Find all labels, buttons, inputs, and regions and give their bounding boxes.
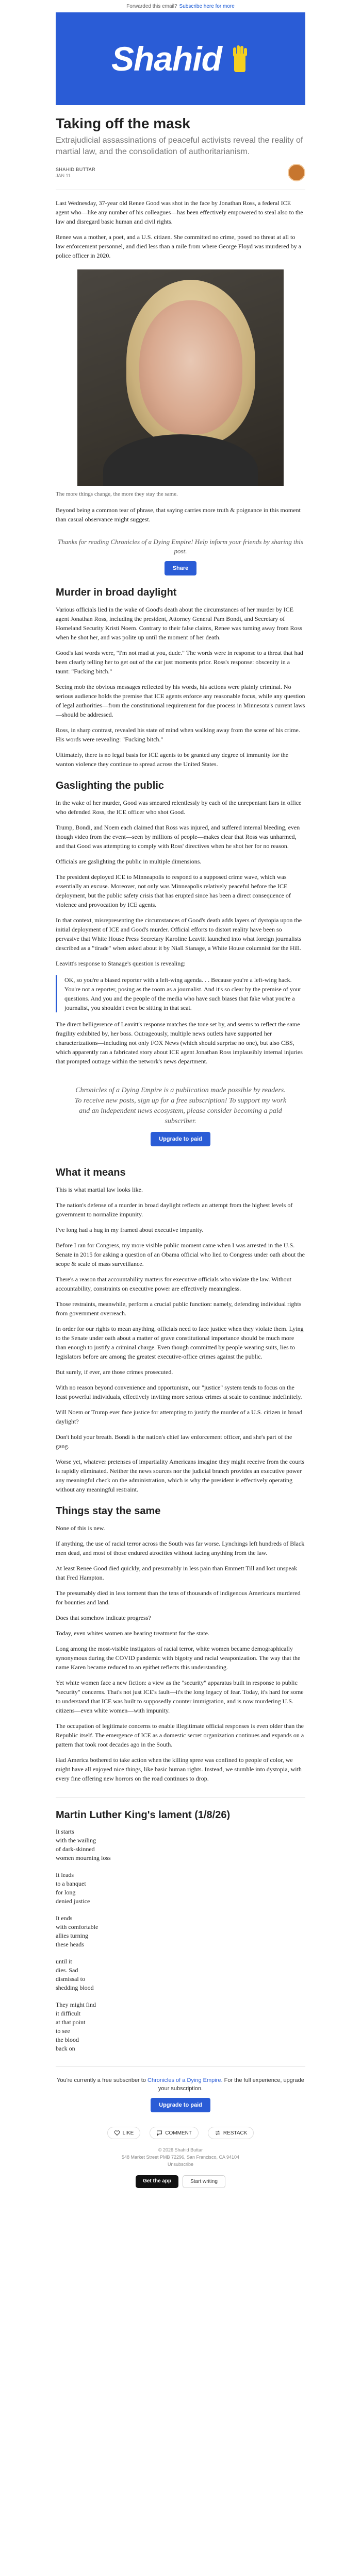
paragraph: None of this is new. <box>56 1524 105 1532</box>
paragraph: Today, even whites women are bearing treatment for the state. <box>56 1630 209 1637</box>
byline <box>56 164 305 181</box>
share-cta <box>56 537 305 575</box>
footer-lead: You're currently a free subscriber to <box>57 2077 146 2083</box>
author-avatar[interactable] <box>288 164 305 181</box>
paragraph: Yet white women face a new fiction: a view as the "security" apparatus built in response to public "security" concerns. That's not just ICE's fault—it's the long legacy of fear. Today, it's hard for some to understand that ICE was built to supposedly counter immigration, and is now murdering U.S. citizens—even white women—with impunity. <box>56 1679 304 1714</box>
paragraph: Officials are gaslighting the public in multiple dimensions. <box>56 858 202 865</box>
comment-button[interactable] <box>150 2127 199 2139</box>
like-label: LIKE <box>122 2130 134 2136</box>
upgrade-button[interactable]: Upgrade to paid <box>151 1132 210 1146</box>
paragraph: With no reason beyond convenience and opportunism, our "justice" system tends to focus on the least powerful individuals, effectively inviting more serious crimes at scale to continue indefinitely. <box>56 1384 302 1400</box>
paragraph: Trump, Bondi, and Noem each claimed that Ross was injured, and suffered internal bleeding, even though video from the event—seen by millions of people—makes clear that Ross was unharmed, and that Good was attempting to comply with Ross' directives when he shot her for no reason. <box>56 824 300 850</box>
paragraph: Those restraints, meanwhile, perform a crucial public function: namely, defending individual rights from government overreach. <box>56 1300 302 1317</box>
address: 548 Market Street PMB 72296, San Francisco, CA 94104 <box>121 2155 240 2160</box>
post-title[interactable]: Taking off the mask <box>56 115 190 131</box>
restack-button[interactable] <box>208 2127 254 2139</box>
forward-bar <box>0 0 361 12</box>
paragraph: Before I ran for Congress, my more visible public moment came when I was arrested in the U.S. Senate in 2015 for asking a question of an Obama official who lied to Congress under oath about the scope & scale of mass surveillance. <box>56 1242 305 1267</box>
footer-text <box>56 2076 305 2093</box>
social-actions <box>56 2127 305 2139</box>
poem-title: Martin Luther King's lament (1/8/26) <box>56 1809 231 1821</box>
paragraph: Ross, in sharp contrast, revealed his state of mind when walking away from the scene of his crime. His words were revealing: "Fucking bitch." <box>56 726 300 743</box>
poem-stanza: until it dies. Sad dismissal to shedding blood <box>56 1958 94 1991</box>
footer-subscription <box>56 2066 305 2112</box>
app-promo <box>56 2175 305 2188</box>
paragraph: Good's last words were, "I'm not mad at you, dude." The words were in response to a threat that had been clearly telling her to get out of the car just moments prior. Ross's response: obscenity in a taunt: "Fucking bitch." <box>56 649 303 675</box>
paragraph: Will Noem or Trump ever face justice for attempting to justify the murder of a U.S. citizen in broad daylight? <box>56 1409 303 1425</box>
photo-shirt <box>103 434 258 486</box>
photo-caption: The more things change, the more they stay the same. <box>56 491 178 497</box>
poem-stanza: It ends with comfortable allies turning these heads <box>56 1914 99 1948</box>
paragraph: Does that somehow indicate progress? <box>56 1614 151 1621</box>
paragraph: The president deployed ICE to Minneapolis to respond to a supposed crime wave, which was essentially an excuse. Moreover, not only was Minneapolis relatively peaceful before the ICE deployment, but the public safety crisis that has erupted since has been a direct consequence of violence and provocation by ICE agents. <box>56 873 291 908</box>
forward-text: Forwarded this email? <box>126 3 177 9</box>
poem-stanza: They might find it difficult at that point to see the blood back on <box>56 2001 96 2052</box>
comment-icon <box>156 2130 162 2136</box>
paragraph: Don't hold your breath. Bondi is the nation's chief law enforcement officer, and she's part of the gang. <box>56 1433 292 1450</box>
paragraph: In that context, misrepresenting the circumstances of Good's death adds layers of dystopia upon the initial deployment of ICE and Good's murder. Official efforts to distort reality have been so pervasive that White House Press Secretary Karoline Leavitt launched into what foreign journalists described as a "tirade" when asked about it by Niall Stanage, a White House columnist for the Hill. <box>56 917 302 952</box>
share-cta-text: Thanks for reading Chronicles of a Dying Empire! Help inform your friends by sharing this post. <box>58 538 303 555</box>
footer-upgrade-button[interactable]: Upgrade to paid <box>151 2098 210 2112</box>
get-app-button[interactable]: Get the app <box>136 2175 178 2188</box>
poem <box>56 1827 305 2053</box>
quote-text: OK, so you're a biased reporter with a left-wing agenda. . . Because you're a left-wing hack. You're not a reporter, posing as the room as a journalist. And it's so clear by the premise of your questions. And you and the people of the media who have such biases that fake what you're a journalist, you shouldn't even be sitting in that seat. <box>64 976 301 1011</box>
paragraph: Seeing mob the obvious messages reflected by his words, his actions were plainly criminal. No serious audience holds the premise that ICE agents enforce any reasonable focus, while any question of legal authorities—from the constitutional requirement for due process in Minnesota's current laws—should be addressed. <box>56 683 305 718</box>
poem-stanza: It leads to a banquet for long denied justice <box>56 1871 90 1905</box>
copyright: © 2026 Shahid Buttar <box>158 2147 203 2153</box>
publication-logo: Shahid <box>111 40 222 78</box>
paragraph: Renee was a mother, a poet, and a U.S. citizen. She committed no crime, posed no threat at all to law enforcement personnel, and died less than a mile from where George Floyd was murdered by a police officer in 2020. <box>56 233 301 259</box>
paragraph: Leavitt's response to Stanage's question is revealing: <box>56 960 186 967</box>
start-writing-button[interactable]: Start writing <box>183 2175 225 2188</box>
paragraph: The nation's defense of a murder in broad daylight reflects an attempt from the highest levels of government to normalize impunity. <box>56 1201 293 1218</box>
paragraph: Beyond being a common tear of phrase, that saying carries more truth & poignance in this moment than casual observance might suggest. <box>56 506 301 523</box>
restack-label: RESTACK <box>223 2130 248 2136</box>
block-quote <box>56 975 305 1012</box>
post-subtitle: Extrajudicial assassinations of peaceful activists reveal the reality of martial law, and the consolidation of authoritarianism. <box>56 136 303 156</box>
subscribe-text: Chronicles of a Dying Empire is a publication made possible by readers. To receive new posts, sign up for a free subscription! To support my work and an independent news ecosystem, please consider becoming a paid subscriber. <box>74 1087 287 1125</box>
raised-fist-icon <box>229 44 250 73</box>
article-photo[interactable] <box>77 269 284 486</box>
paragraph: The occupation of legitimate concerns to enable illegitimate official responses is even older than the Republic itself. The emergence of ICE as a domestic secret organization continues and expands on a pattern that took root decades ago in the South. <box>56 1722 304 1748</box>
restack-icon <box>215 2130 221 2136</box>
footer-legal <box>56 2146 305 2168</box>
masthead-banner[interactable] <box>56 12 305 105</box>
forward-subscribe-link[interactable]: Subscribe here for more <box>179 3 235 9</box>
paragraph: Had America bothered to take action when the killing spree was confined to people of color, we might have all enjoyed nice things, like basic human rights. Instead, we stumble into dystopia, with every fine offering new horrors on the road continues to drop. <box>56 1756 302 1782</box>
paragraph: I've long had a hug in my framed about executive impunity. <box>56 1226 204 1233</box>
paragraph: The presumably died in less torment than the tens of thousands of indigenous Americans murdered for bounties and land. <box>56 1589 301 1606</box>
like-button[interactable] <box>107 2127 141 2139</box>
section-heading: What it means <box>56 1167 126 1178</box>
paragraph: At least Renee Good died quickly, and presumably in less pain than Emmett Till and lost unspeak that Fred Hampton. <box>56 1565 298 1581</box>
subscribe-widget <box>56 1076 305 1156</box>
article-container <box>56 115 305 2188</box>
paragraph: This is what martial law looks like. <box>56 1186 143 1193</box>
paragraph: If anything, the use of racial terror across the South was far worse. Lynchings left hundreds of Black men dead, and most of those endured atrocities without facing anything from the law. <box>56 1540 305 1556</box>
section-heading: Gaslighting the public <box>56 780 164 791</box>
comment-label: COMMENT <box>165 2130 192 2136</box>
paragraph: Long among the most-visible instigators of racial terror, white women became demographically synonymous during the COVID pandemic with bigotry and racial weaponization. The way that the name Karen became reduced to an epithet reflects this understanding. <box>56 1645 301 1671</box>
paragraph: The direct belligerence of Leavitt's response matches the tone set by, and seems to reflect the same fragility exhibited by, her boss. Outrageously, multiple news outlets have supported her characterizations—including not only FOX News (which should surprise no one), but also CBS, which apparently ran a fabricated story about ICE agent Jonathan Ross implausibly internal injuries that prompted outrage within the network's news department. <box>56 1021 303 1065</box>
paragraph: Worse yet, whatever pretenses of impartiality Americans imagine they might receive from the courts is rapidly eliminated. Neither the news sources nor the judicial branch provides an executive power any meaningful check on the administration, which is why the president is effectively operating without any meaningful restraint. <box>56 1458 305 1493</box>
paragraph: Ultimately, there is no legal basis for ICE agents to be granted any degree of immunity for the wanton violence they continue to spread across the United States. <box>56 751 289 768</box>
paragraph: Last Wednesday, 37-year old Renee Good was shot in the face by Jonathan Ross, a federal ICE agent who—like any number of his colleagues—has been effectively empowered to steal also to the law and disregard basic human and civil rights. <box>56 199 303 225</box>
post-date: JAN 11 <box>56 173 71 178</box>
photo-face <box>139 300 242 434</box>
paragraph: There's a reason that accountability matters for executive officials who violate the law. Without accountability, constraints on executive power are effectively meaningless. <box>56 1276 291 1292</box>
poem-stanza: It starts with the wailing of dark-skinned women mourning loss <box>56 1828 111 1861</box>
section-heading: Things stay the same <box>56 1505 161 1517</box>
author-name[interactable]: SHAHID BUTTAR <box>56 167 96 172</box>
section-heading: Murder in broad daylight <box>56 587 177 598</box>
unsubscribe-link[interactable]: Unsubscribe <box>167 2162 194 2167</box>
paragraph: In order for our rights to mean anything, officials need to face justice when they violate them. Lying to the Senate under oath about a matter of grave constitutional importance should be much more than enough to justify a criminal charge. Even though committed by people wearing suits, lies to legislators before are among the greatest executive-office crimes against the public. <box>56 1325 304 1360</box>
paragraph: In the wake of her murder, Good was smeared relentlessly by each of the unrepentant liars in office who defended Ross, the ICE officer who shot Good. <box>56 799 302 816</box>
share-button[interactable]: Share <box>165 561 197 575</box>
footer-lead-2: For the full experience, upgrade your subscription. <box>158 2077 304 2092</box>
paragraph: But surely, if ever, are those crimes prosecuted. <box>56 1368 173 1376</box>
paragraph: Various officials lied in the wake of Good's death about the circumstances of her murder by ICE agent Jonathan Ross, including the president, Attorney General Pam Bondi, and Secretary of Homeland Security Kristi Noem. Contrary to their false claims, Renee was turning away from Ross when he shot her, and was polite up until the moment of her death. <box>56 606 302 641</box>
publication-link[interactable]: Chronicles of a Dying Empire. <box>147 2077 223 2083</box>
heart-icon <box>114 2130 120 2136</box>
